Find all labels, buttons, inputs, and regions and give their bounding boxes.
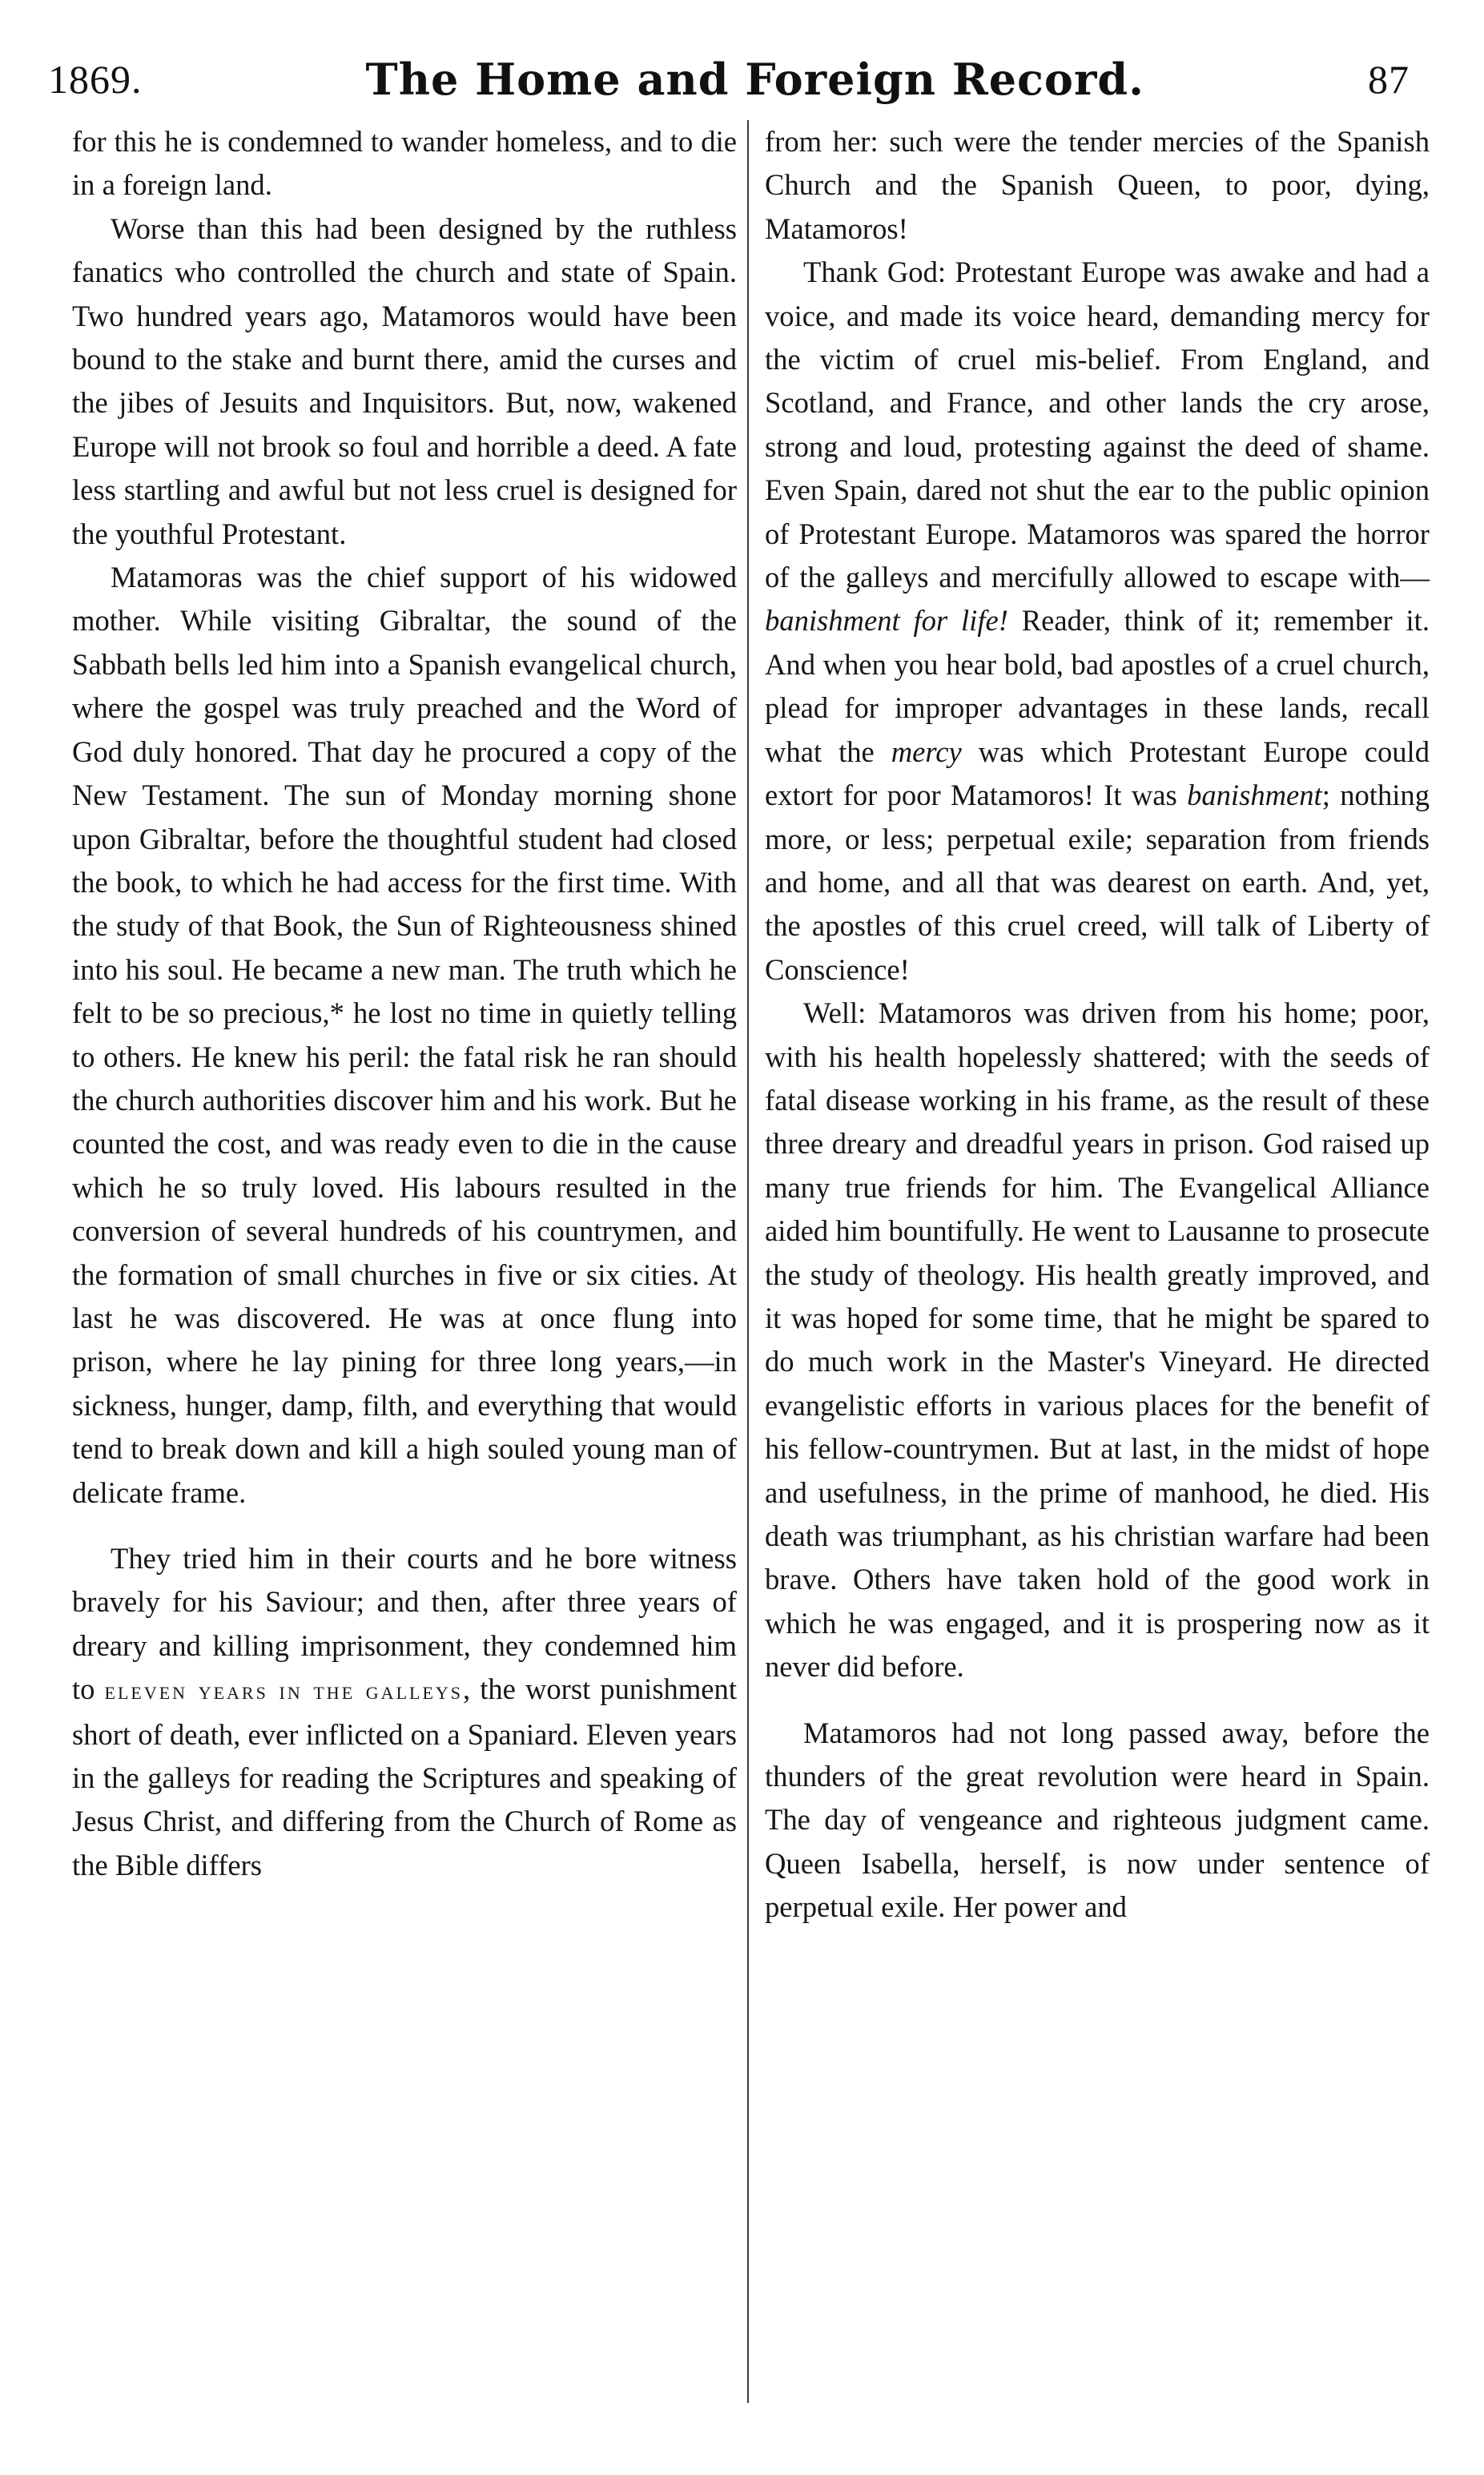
sentence-emphasis: eleven years in the galleys (104, 1676, 464, 1705)
right-column (765, 120, 1430, 1930)
running-head (48, 45, 1410, 114)
paragraph-right-2 (765, 251, 1430, 992)
paragraph-left-4-end: , the worst punishment short of death, ever inflicted on a Spaniard. Eleven years in the galleys for reading the Scriptures and speaking of Jesus Christ, and differing from the Church of Rome as the Bible differs (72, 1672, 737, 1881)
italic-mercy: mercy (891, 734, 962, 768)
paragraph-right-1: from her: such were the tender mercies of the Spanish Church and the Spanish Queen, to poor, dying, Matamoros! (765, 125, 1430, 245)
paragraph-left-1: for this he is condemned to wander homeless, and to die in a foreign land. (72, 125, 737, 202)
page-number: 87 (1367, 57, 1410, 102)
header-year: 1869. (48, 57, 143, 102)
paragraph-right-4: Matamoros had not long passed away, before the thunders of the great revolution were heard in Spain. The day of vengeance and righteous judgment came. Queen Isabella, herself, is now under sentence of perpetual exile. Her power and (765, 1716, 1430, 1924)
left-column (72, 120, 737, 1887)
paragraph-right-3: Well: Matamoros was driven from his home; poor, with his health hopelessly shattered; with the seeds of fatal disease working in his frame, as the result of these three dreary and dreadful years in prison. God raised up many true friends for him. The Evangelical Alliance aided him bountifully. He went to Lausanne to prosecute the study of theology. His health greatly improved, and it was hoped for some time, that he might be spared to do much work in the Master's Vineyard. He directed evangelistic efforts in various places for the benefit of his fellow-countrymen. But at last, in the midst of hope and usefulness, in the prime of manhood, he died. His death was triumphant, as his christian warfare had been brave. Others have taken hold of the good work in which he was engaged, and it is prospering now as it never did before. (765, 996, 1430, 1684)
italic-banishment-for-life: banishment for life! (765, 604, 1008, 638)
italic-banishment: banishment (1187, 779, 1322, 812)
column-divider (747, 120, 749, 2403)
journal-title: The Home and Foreign Record. (365, 54, 1144, 105)
paragraph-left-2: Worse than this had been designed by the ruthless fanatics who controlled the church and state of Spain. Two hundred years ago, Matamoros would have been bound to the stake and burnt there, amid the curses and the jibes of Jesuits and Inquisitors. But, now, wakened Europe will not brook so foul and horrible a deed. A fate less startling and awful but not less cruel is designed for the youthful Protestant. (72, 211, 737, 550)
paragraph-right-2-end: ; nothing more, or less; perpetual exile; separation from friends and home, and all that was dearest on earth. And, yet, the apostles of this cruel creed, will talk of Liberty of Conscience! (765, 779, 1430, 986)
paragraph-left-4-start: They tried him in their courts and he bore witness bravely for his Saviour; and then, after three years of dreary and killing imprisonment, they condemned him to (72, 1542, 737, 1706)
paragraph-left-3: Matamoras was the chief support of his widowed mother. While visiting Gibraltar, the sound of the Sabbath bells led him into a Spanish evangelical church, where the gospel was truly preached and the Word of God duly honored. That day he procured a copy of the New Testament. The sun of Monday morning shone upon Gibraltar, before the thoughtful student had closed the book, to which he had access for the first time. With the study of that Book, the Sun of Righteousness shined into his soul. He became a new man. The truth which he felt to be so precious,* he lost no time in quietly telling to others. He knew his peril: the fatal risk he ran should the church authorities discover him and his work. But he counted the cost, and was ready even to die in the cause which he so truly loved. His labours resulted in the conversion of several hundreds of his countrymen, and the formation of small churches in five or six cities. At last he was discovered. He was at once flung into prison, where he lay pining for three long years,—in sickness, hunger, damp, filth, and everything that would tend to break down and kill a high souled young man of delicate frame. (72, 561, 737, 1509)
paragraph-right-2-mid2: was which Protestant Europe could extort for poor Matamoros! It was (765, 734, 1430, 812)
paragraph-right-2-start: Thank God: Protestant Europe was awake and had a voice, and made its voice heard, demanding mercy for the victim of cruel mis-belief. From England, and Scotland, and France, and other lands the cry arose, strong and loud, protesting against the deed of shame. Even Spain, dared not shut the ear to the public opinion of Protestant Europe. Matamoros was spared the horror of the galleys and mercifully allowed to escape with— (765, 256, 1430, 594)
paragraph-left-4 (72, 1537, 737, 1887)
paragraph-right-2-mid: Reader, think of it; remember it. And when you hear bold, bad apostles of a cruel church, plead for improper advantages in these lands, recall what the (765, 604, 1430, 768)
